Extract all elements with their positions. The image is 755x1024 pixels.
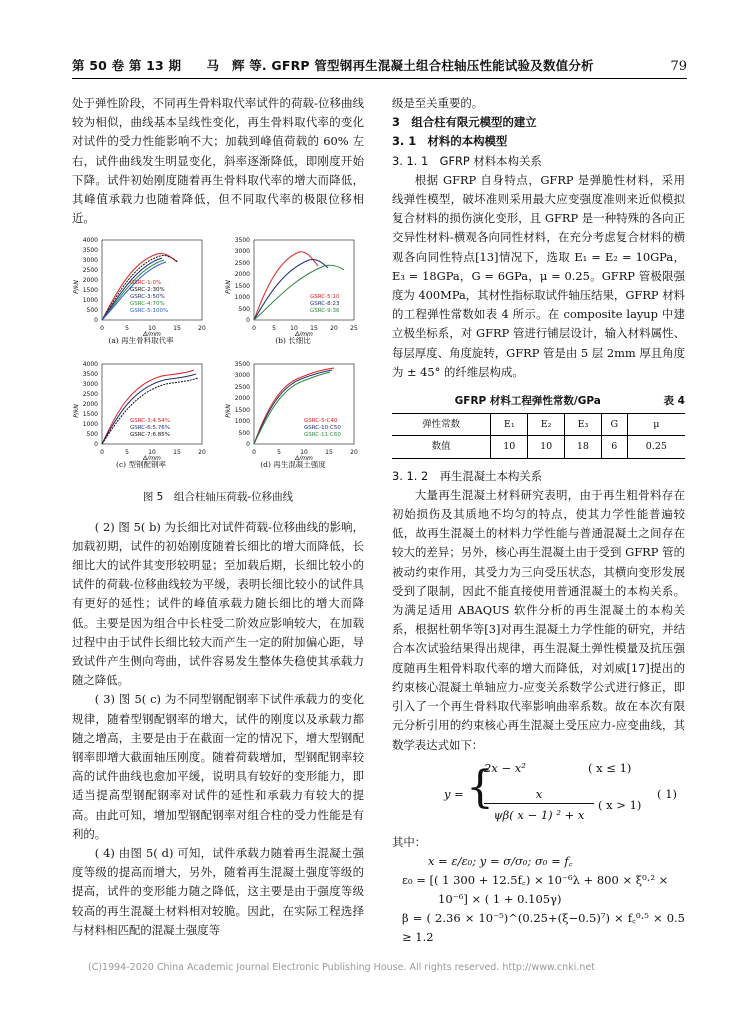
y-axis-label: P/kN <box>225 404 232 419</box>
ytick: 2500 <box>234 384 250 392</box>
xtick: 15 <box>325 449 333 457</box>
ytick: 1000 <box>82 421 98 429</box>
xtick: 20 <box>198 325 206 333</box>
figure-caption: 图 5 组合柱轴压荷载-位移曲线 <box>142 491 294 504</box>
paragraph-gfrp: 根据 GFRP 自身特点，GFRP 是弹脆性材料，采用线弹性模型，破坏准则采用最大应变强度准则来近似模拟复合材料的损伤演化变形，且 GFRP 是一种特殊的各向正交异性材料-横观各向同性材料，在充分考虑复合材料的横观各向同性特点[13]情况下，选取 E₁ = E₂ = 10GPa，E₃ = 18GPa，G = 6GPa，μ = 0.25。GFRP 管极限强度为 400MPa，其材性指标取试件轴压结果，GFRP 材料的工程弹性常数如表 4 所示。在 composite layup 中建立极坐标系，对 GFRP 管进行铺层设计，输入材料属性、每层厚度、角度旋转，GFRP 管是由 5 层 2mm 厚且角度为 ± 45° 的纤维层构成。 <box>392 172 685 379</box>
where-label: 其中： <box>392 834 427 849</box>
table-header-row <box>392 414 685 436</box>
xtick: 20 <box>330 325 338 333</box>
subplot-c <box>72 356 210 472</box>
running-header <box>72 52 687 79</box>
chart-c <box>72 356 210 460</box>
subcaption-c: (c) 型钢配钢率 <box>116 460 166 470</box>
ytick: 500 <box>86 307 98 315</box>
table-title: GFRP 材料工程弹性常数/GPa <box>454 395 601 408</box>
chart-b <box>224 232 362 336</box>
xtick: 15 <box>310 325 318 333</box>
y-axis-label: P/kN <box>225 280 232 295</box>
formula-eps0: ε₀ = [( 1 300 + 12.5f꜀) × 10⁻⁶λ + 800 × ξ⁰·² × <box>402 872 669 887</box>
xtick: 20 <box>198 449 206 457</box>
ytick: 3000 <box>82 257 98 265</box>
ytick: 2500 <box>82 391 98 399</box>
eq-bot-cond: ( x > 1) <box>598 797 642 812</box>
legend-entry: GSRC-5:10 <box>310 294 340 301</box>
table-header-cell: 弹性常数 <box>392 414 491 436</box>
xtick: 0 <box>100 449 104 457</box>
ytick: 2500 <box>234 260 250 268</box>
eq-top: 2x − x² <box>484 760 526 775</box>
legend-entry: GSRC-1:0% <box>130 280 162 287</box>
ytick: 2000 <box>82 401 98 409</box>
table-cell: 10 <box>528 436 565 458</box>
ytick: 4000 <box>82 361 98 369</box>
y-axis-label: P/kN <box>73 404 80 419</box>
ytick: 0 <box>246 441 250 449</box>
paragraph-3: ( 3) 图 5( c) 为不同型钢配钢率下试件承载力的变化规律，随着型钢配钢率的增大，试件的刚度以及承载力都随之增高，主要是由于在截面一定的情况下，增大型钢配钢率即增大截面轴压刚度。随着荷载增加，型钢配钢率较高的试件曲线也愈加平缓，说明具有较好的变形能力，即适当提高型钢配钢率对试件的延性和承载力有较大的提高。由此可知，增加型钢配钢率对组合柱的受力性能是有利的。 <box>72 692 364 841</box>
xtick: 5 <box>125 449 129 457</box>
subcaption-d: (d) 再生混凝土强度 <box>260 460 326 470</box>
page-number: 79 <box>670 59 687 74</box>
section-heading-3-1-2: 3. 1. 2 再生混凝土本构关系 <box>392 468 543 483</box>
ytick: 2000 <box>234 271 250 279</box>
ytick: 1000 <box>234 294 250 302</box>
x-axis-label: Δ/mm <box>295 331 313 337</box>
formula-eps0-cont: 10⁻⁶] × ( 1 + 0.105γ) <box>438 891 562 906</box>
ytick: 3000 <box>234 372 250 380</box>
table-cell: 18 <box>565 436 602 458</box>
xtick: 10 <box>148 325 156 333</box>
xtick: 25 <box>350 325 358 333</box>
eq-top-cond: ( x ≤ 1) <box>588 760 632 775</box>
subplot-b <box>224 232 362 348</box>
ytick: 0 <box>94 317 98 325</box>
eq-den: ψβ( x − 1) ² + x <box>493 807 585 822</box>
legend-entry: GSRC-8:23 <box>310 301 340 308</box>
table-4 <box>392 392 685 459</box>
ytick: 2000 <box>82 277 98 285</box>
curve-gsrc-5 <box>254 252 318 320</box>
table-header-cell: E₁ <box>491 414 528 436</box>
section-heading-3-1-1: 3. 1. 1 GFRP 材料本构关系 <box>392 153 542 168</box>
legend-entry: GSRC-10:C50 <box>304 425 341 432</box>
legend-entry: GSRC-3:4.54% <box>130 418 170 425</box>
ytick: 3000 <box>82 381 98 389</box>
legend-entry: GSRC-9:36 <box>310 308 340 315</box>
ytick: 500 <box>238 430 250 438</box>
subcaption-a: (a) 再生骨料取代率 <box>108 336 174 346</box>
legend-entry: GSRC-5:C40 <box>304 418 338 425</box>
table-cell: 0.25 <box>627 436 685 458</box>
chart-d <box>224 356 362 460</box>
xtick: 20 <box>350 449 358 457</box>
subplot-a <box>72 232 210 348</box>
legend-entry: GSRC-2:30% <box>130 287 165 294</box>
table-label: 表 4 <box>663 395 685 408</box>
eq-number: ( 1) <box>657 786 677 801</box>
xtick: 10 <box>300 449 308 457</box>
table-cell: 数值 <box>392 436 491 458</box>
legend-entry: GSRC-4:70% <box>130 301 165 308</box>
ytick: 0 <box>94 441 98 449</box>
x-axis-label: Δ/mm <box>143 331 161 337</box>
ytick: 2000 <box>234 395 250 403</box>
table-cell: 10 <box>491 436 528 458</box>
table-header-cell: μ <box>627 414 685 436</box>
ytick: 500 <box>86 431 98 439</box>
xtick: 10 <box>148 449 156 457</box>
eq-num: x <box>535 786 543 801</box>
xtick: 15 <box>173 325 181 333</box>
paragraph-2: ( 2) 图 5( b) 为长细比对试件荷载-位移曲线的影响，加载初期，试件的初始刚度随着长细比的增大而降低，长细比大的试件其变形较明显；至加载后期，长细比较小的试件的荷载-位移曲线较为平缓，表明长细比较小的试件具有更好的延性；试件的峰值承载力随长细比的增大而降低。主要是因为组合中长柱受二阶效应影响较大，在加载过程中由于试件长细比较大而产生一定的附加偏心距，导致试件产生侧向弯曲，试件容易发生整体失稳使其承载力随之降低。 <box>72 519 364 688</box>
paragraph-continued: 级是至关重要的。 <box>392 96 484 110</box>
y-axis-label: P/kN <box>73 280 80 295</box>
legend-entry: GSRC-3:50% <box>130 294 165 301</box>
elastic-constants-table <box>392 413 685 458</box>
xtick: 5 <box>272 325 276 333</box>
formula-variables: x = ε/ε₀; y = σ/σ₀; σ₀ = f꜀ <box>428 853 573 868</box>
ytick: 2500 <box>82 267 98 275</box>
paragraph-concrete: 大量再生混凝土材料研究表明，由于再生粗骨料存在初始损伤及其质地不均匀的特点，使其力学性能普遍较低，故再生混凝土的材料力学性能与普通混凝土之间存在较大的差异；另外，核心再生混凝土由于受到 GFRP 管的被动约束作用，其受力为三向受压状态，其横向变形发展受到了限制，因此不能直接使用普通混凝土的本构关系。为满足适用 ABAQUS 软件分析的再生混凝土的本构关系，根据杜朝华等[3]对再生混凝土力学性能的研究，并结合本次试验结果得出规律，再生混凝土弹性模量及抗压强度随再生粗骨料取代率的增大而降低，对刘威[17]提出的约束核心混凝土单轴应力-应变关系数学公式进行修正，即引入了一个再生骨料取代率影响曲率系数。故在本次有限元分析引用的约束核心再生混凝土受压应力-应变曲线，其数学表达式如下： <box>392 487 685 752</box>
ytick: 1500 <box>234 407 250 415</box>
subplot-d <box>224 356 362 472</box>
table-header-cell: E₂ <box>528 414 565 436</box>
table-header-cell: E₃ <box>565 414 602 436</box>
xtick: 0 <box>252 325 256 333</box>
subcaption-b: (b) 长细比 <box>275 336 311 346</box>
ytick: 3000 <box>234 248 250 256</box>
ytick: 1000 <box>234 418 250 426</box>
section-heading-3-1: 3. 1 材料的本构模型 <box>392 134 508 149</box>
eq-brace: { <box>466 761 494 813</box>
eq-lhs: y = <box>444 786 464 801</box>
legend-entry: GSRC-7:6.85% <box>130 432 170 439</box>
formula-beta: β = ( 2.36 × 10⁻⁵)^(0.25+(ξ−0.5)⁷) × f꜀⁰·⁵ × 0.5 ≥ 1.2 <box>402 910 685 944</box>
table-header-cell: G <box>601 414 627 436</box>
section-heading-3: 3 组合柱有限元模型的建立 <box>392 115 537 130</box>
ytick: 0 <box>246 317 250 325</box>
xtick: 5 <box>125 325 129 333</box>
equation-1 <box>392 755 685 833</box>
xtick: 15 <box>173 449 181 457</box>
paragraph-4: ( 4) 由图 5( d) 可知，试件承载力随着再生混凝土强度等级的提高而增大，另外，随着再生混凝土强度等级的提高，试件的变形能力随之降低，这主要是由于强度等级较高的再生混凝土材料相对较脆。因此，在实际工程选择与材料相匹配的混凝土强度等 <box>72 846 364 937</box>
ytick: 1500 <box>234 283 250 291</box>
left-column <box>72 94 364 940</box>
xtick: 0 <box>100 325 104 333</box>
right-column <box>392 94 685 947</box>
legend-entry: GSRC-11:C60 <box>304 432 341 439</box>
ytick: 1500 <box>82 411 98 419</box>
ytick: 3500 <box>82 371 98 379</box>
ytick: 1000 <box>82 297 98 305</box>
ytick: 1500 <box>82 287 98 295</box>
copyright-footer: (C)1994-2020 China Academic Journal Electronic Publishing House. All rights reserved. http://www.cnki.net <box>88 962 595 973</box>
xtick: 0 <box>252 449 256 457</box>
journal-title: 第 50 卷 第 13 期 马 辉 等. GFRP 管型钢再生混凝土组合柱轴压性能试验及数值分析 <box>72 58 594 73</box>
ytick: 3500 <box>82 247 98 255</box>
ytick: 4000 <box>82 237 98 245</box>
paragraph-1: 处于弹性阶段，不同再生骨料取代率试件的荷载-位移曲线较为相似，曲线基本呈线性变化，再生骨料取代率的变化对试件的受力性能影响不大；加载到峰值荷载的 60% 左右，试件曲线发生明显变化，斜率逐渐降低，即刚度开始下降。试件初始刚度随着再生骨料取代率的增大而降低，其峰值承载力也随着降低，但不同取代率的极限位移相近。 <box>72 96 364 226</box>
table-cell: 6 <box>601 436 627 458</box>
ytick: 3500 <box>234 237 250 245</box>
ytick: 500 <box>238 306 250 314</box>
x-axis-label: Δ/mm <box>295 455 313 461</box>
chart-a <box>72 232 210 336</box>
ytick: 3500 <box>234 361 250 369</box>
figure-5 <box>72 232 364 482</box>
table-row <box>392 436 685 458</box>
xtick: 5 <box>277 449 281 457</box>
xtick: 10 <box>290 325 298 333</box>
legend-entry: GSRC-6:5.76% <box>130 425 170 432</box>
x-axis-label: Δ/mm <box>143 455 161 461</box>
legend-entry: GSRC-5:100% <box>130 308 169 315</box>
